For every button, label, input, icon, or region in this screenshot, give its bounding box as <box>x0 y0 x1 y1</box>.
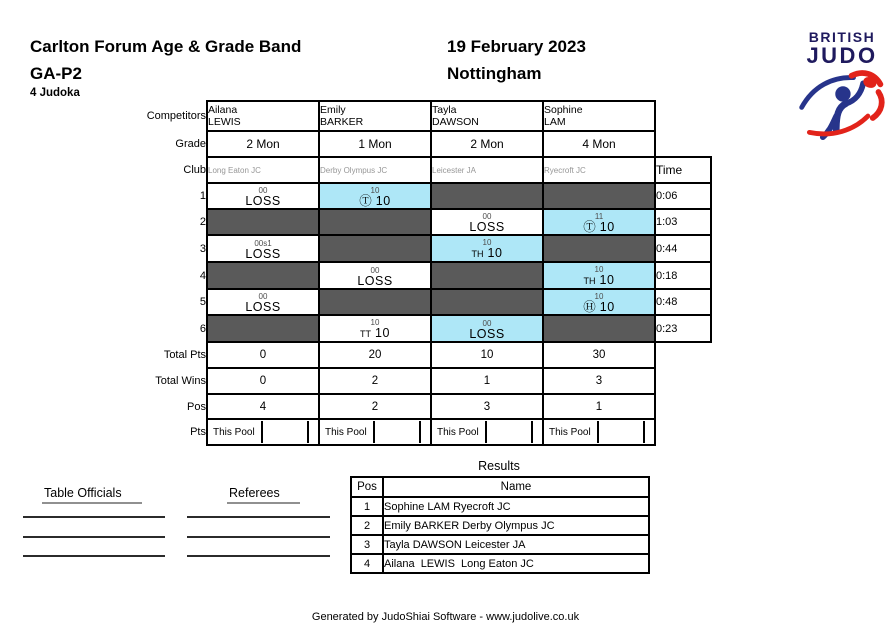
row-label-club: Club <box>183 164 206 176</box>
referees-heading: Referees <box>227 486 300 504</box>
match-time: 0:06 <box>655 183 711 209</box>
match-cell-inactive <box>207 262 319 289</box>
match-cell <box>319 262 431 289</box>
match-win-score: TT 10 <box>360 326 390 340</box>
result-name: Tayla DAWSON Leicester JA <box>383 535 649 554</box>
results-row <box>351 497 649 516</box>
match-cell <box>207 183 319 209</box>
competitor-first-name: Ailana <box>208 104 238 116</box>
match-cell <box>543 289 655 315</box>
competitor-first-name: Emily <box>320 104 346 116</box>
total-wins-value: 3 <box>543 368 655 394</box>
pts-empty-box <box>599 421 645 443</box>
score-code: 00 <box>482 212 492 221</box>
result-name: Sophine LAM Ryecroft JC <box>383 497 649 516</box>
pts-boxes <box>544 421 654 443</box>
row-label-pts: Pts <box>190 426 206 438</box>
row-label-total-wins: Total Wins <box>155 375 206 387</box>
pts-empty-box <box>263 421 309 443</box>
match-cell-inactive <box>543 315 655 342</box>
match-cell-inactive <box>319 289 431 315</box>
win-technique-symbol: Ⓣ <box>583 220 596 234</box>
pts-row <box>70 419 711 445</box>
match-number: 3 <box>199 242 206 255</box>
spacer-cell <box>655 131 711 157</box>
total-wins-value: 1 <box>431 368 543 394</box>
match-number: 2 <box>199 216 206 228</box>
match-win-score: Ⓣ 10 <box>359 194 391 208</box>
match-row <box>70 315 711 342</box>
results-row <box>351 554 649 573</box>
competitor-name-cell <box>207 101 319 131</box>
results-title: Results <box>478 459 520 473</box>
event-date-block <box>447 33 586 87</box>
results-table <box>350 476 650 574</box>
row-label-grade: Grade <box>175 138 206 150</box>
match-cell-inactive <box>543 235 655 262</box>
pts-boxes <box>320 421 430 443</box>
signature-line <box>187 536 330 538</box>
total-pts-value: 20 <box>319 342 431 368</box>
match-time: 0:18 <box>655 262 711 289</box>
match-number: 5 <box>199 296 206 308</box>
logo-text-judo: JUDO <box>806 43 878 68</box>
win-technique-symbol: Ⓗ <box>583 300 596 314</box>
pos-value: 2 <box>319 394 431 419</box>
match-cell-inactive <box>431 183 543 209</box>
competitor-first-name: Tayla <box>432 104 457 116</box>
pool-sheet-table <box>70 100 712 446</box>
table-officials-heading: Table Officials <box>42 486 142 504</box>
match-cell <box>319 183 431 209</box>
score-code: 00s1 <box>254 238 272 248</box>
match-cell-inactive <box>319 235 431 262</box>
win-technique-symbol: TT <box>360 329 372 339</box>
event-title-block <box>30 33 301 87</box>
this-pool-box: This Pool <box>208 421 263 443</box>
results-row <box>351 516 649 535</box>
total-wins-value: 0 <box>207 368 319 394</box>
total-wins-row <box>70 368 711 394</box>
spacer-cell <box>655 419 711 445</box>
judoka-count: 4 Judoka <box>30 87 80 99</box>
pts-cell <box>431 419 543 445</box>
total-pts-value: 10 <box>431 342 543 368</box>
match-cell <box>207 235 319 262</box>
judoka-figure-icon <box>797 69 887 141</box>
logo-text-british: BRITISH <box>808 29 876 45</box>
match-cell <box>431 315 543 342</box>
match-row <box>70 235 711 262</box>
spacer-cell <box>655 101 711 131</box>
result-name: Emily BARKER Derby Olympus JC <box>383 516 649 535</box>
match-number: 4 <box>199 269 206 282</box>
match-win-score: Ⓗ 10 <box>583 300 615 314</box>
score-code: 10 <box>370 318 380 327</box>
spacer-cell <box>655 368 711 394</box>
grade-value: 2 Mon <box>431 131 543 157</box>
generator-credit: Generated by JudoShiai Software - www.judolive.co.uk <box>311 611 580 623</box>
pts-boxes <box>208 421 318 443</box>
score-code: 11 <box>594 212 604 221</box>
pts-empty-box <box>375 421 421 443</box>
match-cell-inactive <box>431 262 543 289</box>
score-code: 10 <box>594 265 604 274</box>
pts-cell <box>319 419 431 445</box>
spacer-cell <box>655 342 711 368</box>
total-pts-value: 30 <box>543 342 655 368</box>
signature-line <box>23 516 165 518</box>
score-code: 10 <box>370 186 380 195</box>
score-code: 00 <box>482 318 492 328</box>
score-code: 00 <box>258 186 268 195</box>
match-time: 0:44 <box>655 235 711 262</box>
club-value: Long Eaton JC <box>207 157 319 183</box>
this-pool-box: This Pool <box>320 421 375 443</box>
signature-line <box>187 555 330 557</box>
match-cell-inactive <box>319 209 431 235</box>
signature-line <box>187 516 330 518</box>
match-row <box>70 183 711 209</box>
competitor-last-name: DAWSON <box>432 116 479 128</box>
total-pts-row <box>70 342 711 368</box>
grade-row <box>70 131 711 157</box>
total-pts-value: 0 <box>207 342 319 368</box>
match-cell <box>543 262 655 289</box>
spacer-cell <box>655 394 711 419</box>
match-row <box>70 262 711 289</box>
match-number: 6 <box>199 322 206 335</box>
match-loss-label: LOSS <box>469 220 505 234</box>
match-cell <box>431 235 543 262</box>
results-row <box>351 535 649 554</box>
score-code: 00 <box>370 265 380 275</box>
match-loss-label: LOSS <box>245 194 281 208</box>
event-title: Carlton Forum Age & Grade Band <box>30 37 302 56</box>
score-code: 10 <box>594 292 604 301</box>
british-judo-logo <box>795 30 889 146</box>
event-location: Nottingham <box>447 64 542 83</box>
match-loss-label: LOSS <box>245 246 281 261</box>
match-row <box>70 209 711 235</box>
pos-value: 1 <box>543 394 655 419</box>
match-cell <box>543 209 655 235</box>
row-label-pos: Pos <box>187 400 206 413</box>
club-value: Ryecroft JC <box>543 157 655 183</box>
result-position: 2 <box>351 516 383 535</box>
competitor-last-name: LAM <box>544 116 566 128</box>
club-row <box>70 157 711 183</box>
match-loss-label: LOSS <box>245 300 281 314</box>
total-wins-value: 2 <box>319 368 431 394</box>
grade-value: 4 Mon <box>543 131 655 157</box>
match-win-score: TH 10 <box>583 273 615 287</box>
score-code: 00 <box>258 292 268 301</box>
this-pool-box: This Pool <box>432 421 487 443</box>
match-row <box>70 289 711 315</box>
pts-cell <box>543 419 655 445</box>
match-cell-inactive <box>207 315 319 342</box>
match-time: 0:48 <box>655 289 711 315</box>
result-position: 4 <box>351 554 383 573</box>
time-column-header: Time <box>655 157 711 183</box>
this-pool-box: This Pool <box>544 421 599 443</box>
match-loss-label: LOSS <box>357 273 393 288</box>
competitor-name-cell <box>431 101 543 131</box>
results-name-header: Name <box>383 477 649 497</box>
match-cell <box>431 209 543 235</box>
club-value: Leicester JA <box>431 157 543 183</box>
match-number: 1 <box>199 190 206 202</box>
win-technique-symbol: TH <box>583 276 596 286</box>
event-date: 19 February 2023 <box>447 37 586 56</box>
pts-boxes <box>432 421 542 443</box>
row-label-competitors: Competitors <box>146 110 206 122</box>
win-technique-symbol: TH <box>471 249 484 259</box>
match-win-score: Ⓣ 10 <box>583 220 615 234</box>
pos-value: 3 <box>431 394 543 419</box>
match-cell-inactive <box>543 183 655 209</box>
results-pos-header: Pos <box>351 477 383 497</box>
competitor-name-cell <box>319 101 431 131</box>
results-header-row <box>351 477 649 497</box>
competitor-first-name: Sophine <box>544 104 583 116</box>
competitor-last-name: BARKER <box>320 116 364 128</box>
pos-value: 4 <box>207 394 319 419</box>
match-cell-inactive <box>207 209 319 235</box>
signature-line <box>23 555 165 557</box>
grade-value: 2 Mon <box>207 131 319 157</box>
grade-value: 1 Mon <box>319 131 431 157</box>
pts-empty-box <box>487 421 533 443</box>
match-win-score: TH 10 <box>471 246 503 260</box>
row-label-total-pts: Total Pts <box>163 349 206 361</box>
score-code: 10 <box>482 238 492 247</box>
pos-row <box>70 394 711 419</box>
result-position: 1 <box>351 497 383 516</box>
competitor-last-name: LEWIS <box>208 116 241 128</box>
club-value: Derby Olympus JC <box>319 157 431 183</box>
match-cell <box>207 289 319 315</box>
win-technique-symbol: Ⓣ <box>359 194 372 208</box>
result-name: Ailana LEWIS Long Eaton JC <box>383 554 649 573</box>
match-cell-inactive <box>431 289 543 315</box>
match-loss-label: LOSS <box>469 326 505 341</box>
signature-line <box>23 536 165 538</box>
competitors-row <box>70 101 711 131</box>
match-time: 0:23 <box>655 315 711 342</box>
pts-cell <box>207 419 319 445</box>
category-title: GA-P2 <box>30 64 82 83</box>
result-position: 3 <box>351 535 383 554</box>
match-time: 1:03 <box>655 209 711 235</box>
match-cell <box>319 315 431 342</box>
competitor-name-cell <box>543 101 655 131</box>
